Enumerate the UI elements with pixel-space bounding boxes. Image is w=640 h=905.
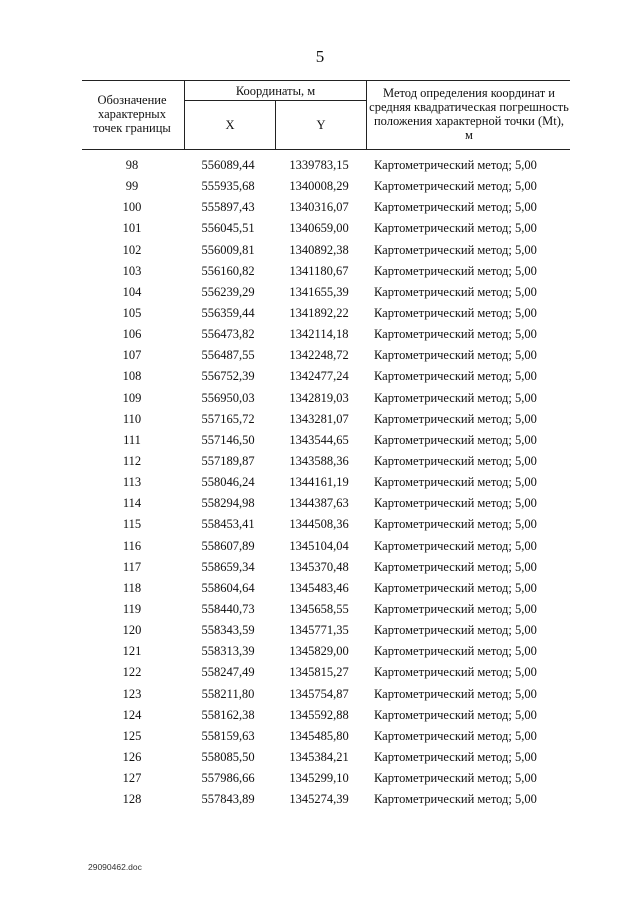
- point-id: 119: [122, 601, 142, 616]
- table-row: [82, 261, 570, 282]
- method-value: Картометрический метод; 5,00: [374, 305, 537, 320]
- coord-x: 558294,98: [201, 496, 255, 511]
- coord-y: 1342819,03: [289, 390, 349, 405]
- method-value: Картометрический метод; 5,00: [374, 179, 537, 194]
- point-id: 124: [122, 707, 142, 722]
- coord-y: 1345104,04: [289, 538, 349, 553]
- coord-y: 1340892,38: [289, 242, 349, 257]
- point-id: 108: [122, 369, 142, 384]
- method-value: Картометрический метод; 5,00: [374, 284, 537, 299]
- coord-x: 558659,34: [201, 559, 255, 574]
- coord-x: 558085,50: [201, 749, 255, 764]
- point-id: 111: [123, 432, 141, 447]
- table-row: [82, 789, 570, 810]
- point-id: 102: [122, 242, 142, 257]
- coord-x: 556089,44: [201, 158, 255, 172]
- table-row: [82, 662, 570, 683]
- point-id: 121: [122, 644, 142, 659]
- table-row: [82, 345, 570, 366]
- point-id: 117: [122, 559, 142, 574]
- coord-x: 556752,39: [201, 369, 255, 384]
- coord-y: 1342248,72: [289, 348, 349, 363]
- method-value: Картометрический метод; 5,00: [374, 559, 537, 574]
- col-divider-3: [366, 80, 367, 150]
- method-value: Картометрический метод; 5,00: [374, 792, 537, 807]
- method-value: Картометрический метод; 5,00: [374, 411, 537, 426]
- table-body: [82, 155, 570, 810]
- point-id: 120: [122, 623, 142, 638]
- point-id: 100: [122, 200, 142, 215]
- coord-y: 1345592,88: [289, 707, 349, 722]
- table-row: [82, 620, 570, 641]
- table-row: [82, 240, 570, 261]
- point-id: 123: [122, 686, 142, 701]
- method-value: Картометрический метод; 5,00: [374, 623, 537, 638]
- coord-x: 556045,51: [201, 221, 255, 236]
- point-id: 113: [122, 475, 142, 490]
- method-value: Картометрический метод; 5,00: [374, 327, 537, 342]
- coord-y: 1345370,48: [289, 559, 349, 574]
- method-value: Картометрический метод; 5,00: [374, 475, 537, 490]
- point-id: 116: [122, 538, 142, 553]
- coord-x: 558440,73: [201, 601, 255, 616]
- point-id: 104: [122, 284, 142, 299]
- table-row: [82, 218, 570, 239]
- method-value: Картометрический метод; 5,00: [374, 644, 537, 659]
- method-value: Картометрический метод; 5,00: [374, 580, 537, 595]
- method-value: Картометрический метод; 5,00: [374, 390, 537, 405]
- method-value: Картометрический метод; 5,00: [374, 432, 537, 447]
- table-row: [82, 472, 570, 493]
- point-id: 99: [125, 179, 139, 194]
- method-value: Картометрический метод; 5,00: [374, 707, 537, 722]
- coord-y: 1341892,22: [289, 305, 349, 320]
- point-id: 112: [122, 453, 142, 468]
- coord-y: 1345483,46: [289, 580, 349, 595]
- coord-x: 558046,24: [201, 475, 255, 490]
- table-row: [82, 197, 570, 218]
- header-method: Метод определения координат и средняя квадратическая погрешность положения характерной точки (Мt), м: [369, 86, 569, 142]
- footer-filename: 29090462.doc: [88, 862, 142, 872]
- header-designation: Обозначение характерных точек границы: [93, 93, 171, 135]
- point-id: 101: [122, 221, 142, 236]
- coord-y: 1345485,80: [289, 728, 349, 743]
- table-row: [82, 557, 570, 578]
- coord-y: 1339783,15: [289, 158, 349, 172]
- coord-x: 558211,80: [201, 686, 255, 701]
- point-id: 122: [122, 665, 142, 680]
- coord-x: 558162,38: [201, 707, 255, 722]
- coord-x: 556009,81: [201, 242, 255, 257]
- table-row: [82, 430, 570, 451]
- coord-y: 1344387,63: [289, 496, 349, 511]
- table-row: [82, 388, 570, 409]
- header-x: X: [225, 118, 235, 132]
- coord-y: 1341655,39: [289, 284, 349, 299]
- method-value: Картометрический метод; 5,00: [374, 771, 537, 786]
- coord-x: 556950,03: [201, 390, 255, 405]
- coord-y: 1345815,27: [289, 665, 349, 680]
- table-row: [82, 768, 570, 789]
- coord-x: 558607,89: [201, 538, 255, 553]
- coord-y: 1342477,24: [289, 369, 349, 384]
- point-id: 118: [122, 580, 142, 595]
- coord-x: 558453,41: [201, 517, 255, 532]
- point-id: 109: [122, 390, 142, 405]
- header-bottom-rule: [82, 149, 570, 150]
- coord-x: 557189,87: [201, 453, 255, 468]
- method-value: Картометрический метод; 5,00: [374, 517, 537, 532]
- coord-x: 556160,82: [201, 263, 255, 278]
- method-value: Картометрический метод; 5,00: [374, 601, 537, 616]
- point-id: 105: [122, 305, 142, 320]
- point-id: 106: [122, 327, 142, 342]
- coord-y: 1340316,07: [289, 200, 349, 215]
- point-id: 107: [122, 348, 142, 363]
- coord-y: 1343544,65: [289, 432, 349, 447]
- table-row: [82, 747, 570, 768]
- table-row: [82, 366, 570, 387]
- coord-x: 557146,50: [201, 432, 255, 447]
- table-header: [82, 80, 570, 150]
- table-row: [82, 641, 570, 662]
- method-value: Картометрический метод; 5,00: [374, 453, 537, 468]
- table-row: [82, 282, 570, 303]
- method-value: Картометрический метод; 5,00: [374, 749, 537, 764]
- coord-x: 558313,39: [201, 644, 255, 659]
- coord-x: 558159,63: [201, 728, 255, 743]
- method-value: Картометрический метод; 5,00: [374, 158, 537, 172]
- coord-y: 1344508,36: [289, 517, 349, 532]
- coord-y: 1344161,19: [289, 475, 349, 490]
- coord-y: 1345299,10: [289, 771, 349, 786]
- table-row: [82, 514, 570, 535]
- coord-x: 556359,44: [201, 305, 255, 320]
- point-id: 110: [122, 411, 142, 426]
- table-row: [82, 451, 570, 472]
- table-row: [82, 493, 570, 514]
- coord-x: 556239,29: [201, 284, 255, 299]
- header-y: Y: [316, 118, 326, 132]
- table-row: [82, 176, 570, 197]
- table-row: [82, 303, 570, 324]
- coord-y: 1341180,67: [289, 263, 349, 278]
- table-row: [82, 726, 570, 747]
- table-row: [82, 684, 570, 705]
- coord-y: 1345384,21: [289, 749, 349, 764]
- method-value: Картометрический метод; 5,00: [374, 496, 537, 511]
- coord-x: 557165,72: [201, 411, 255, 426]
- method-value: Картометрический метод; 5,00: [374, 221, 537, 236]
- point-id: 127: [122, 771, 142, 786]
- table-row: [82, 324, 570, 345]
- point-id: 103: [122, 263, 142, 278]
- point-id: 128: [122, 792, 142, 807]
- coord-x: 555897,43: [201, 200, 255, 215]
- method-value: Картометрический метод; 5,00: [374, 263, 537, 278]
- method-value: Картометрический метод; 5,00: [374, 369, 537, 384]
- coord-x: 558604,64: [201, 580, 255, 595]
- point-id: 126: [122, 749, 142, 764]
- point-id: 115: [122, 517, 142, 532]
- point-id: 114: [122, 496, 142, 511]
- coord-y: 1345829,00: [289, 644, 349, 659]
- coord-y: 1342114,18: [289, 327, 349, 342]
- header-top-rule: [82, 80, 570, 81]
- coord-x: 558247,49: [201, 665, 255, 680]
- table-row: [82, 155, 570, 176]
- page-number: 5: [315, 47, 325, 66]
- coord-y: 1345771,35: [289, 623, 349, 638]
- coord-x: 557843,89: [201, 792, 255, 807]
- coord-x: 555935,68: [201, 179, 255, 194]
- table-row: [82, 536, 570, 557]
- table-row: [82, 578, 570, 599]
- coord-x: 556487,55: [201, 348, 255, 363]
- coord-x: 558343,59: [201, 623, 255, 638]
- method-value: Картометрический метод; 5,00: [374, 538, 537, 553]
- table-row: [82, 705, 570, 726]
- coord-y: 1345658,55: [289, 601, 349, 616]
- method-value: Картометрический метод; 5,00: [374, 728, 537, 743]
- coord-y: 1340659,00: [289, 221, 349, 236]
- coord-y: 1340008,29: [289, 179, 349, 194]
- coord-x: 556473,82: [201, 327, 255, 342]
- header-coordinates: Координаты, м: [235, 84, 316, 98]
- method-value: Картометрический метод; 5,00: [374, 200, 537, 215]
- method-value: Картометрический метод; 5,00: [374, 686, 537, 701]
- coord-y: 1345754,87: [289, 686, 349, 701]
- method-value: Картометрический метод; 5,00: [374, 242, 537, 257]
- coord-y: 1345274,39: [289, 792, 349, 807]
- coord-x: 557986,66: [201, 771, 255, 786]
- method-value: Картометрический метод; 5,00: [374, 348, 537, 363]
- method-value: Картометрический метод; 5,00: [374, 665, 537, 680]
- table-row: [82, 599, 570, 620]
- table-row: [82, 409, 570, 430]
- point-id: 98: [125, 158, 139, 172]
- coord-y: 1343588,36: [289, 453, 349, 468]
- point-id: 125: [122, 728, 142, 743]
- coord-y: 1343281,07: [289, 411, 349, 426]
